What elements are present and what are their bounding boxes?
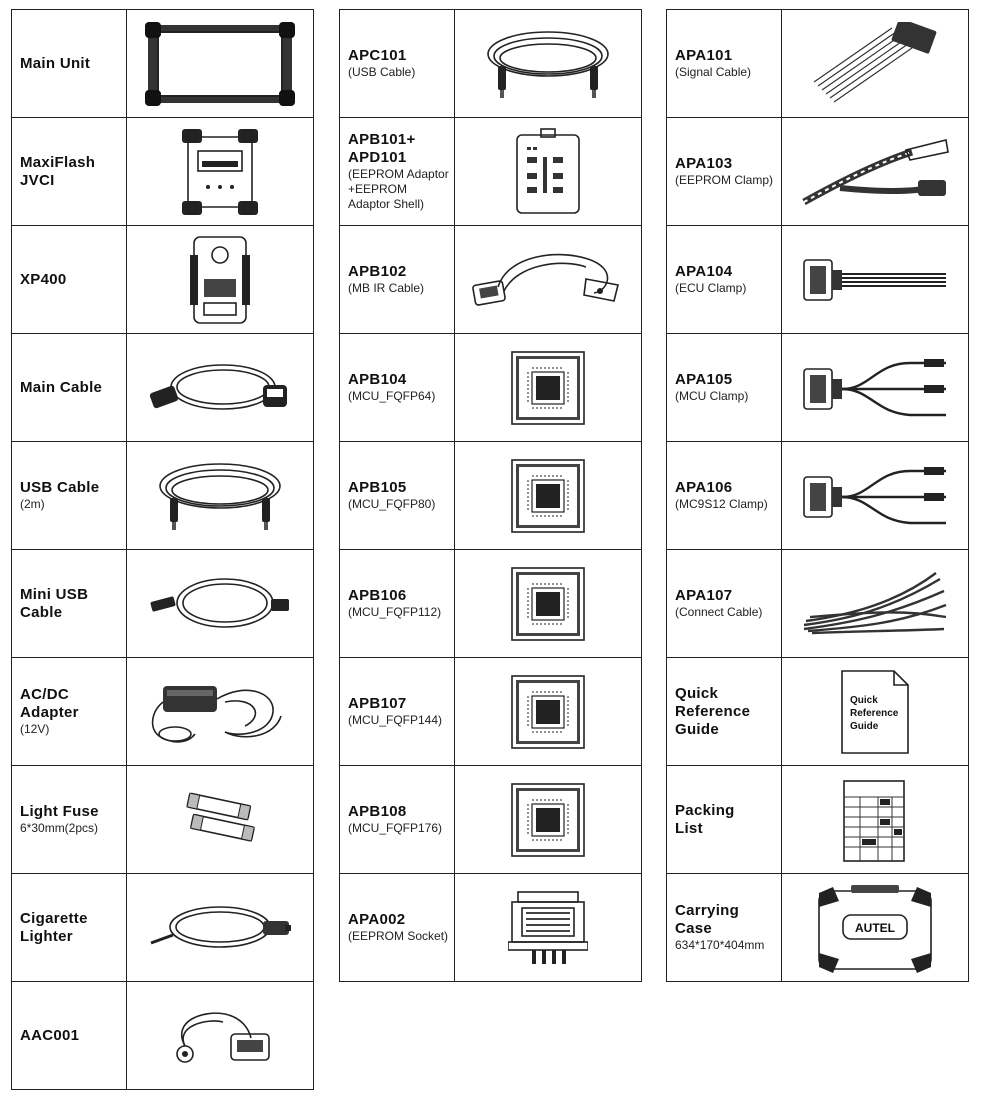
accessory-label-cell — [340, 874, 455, 982]
accessory-description: 634*170*404mm — [675, 938, 765, 952]
accessory-name: Mini USB Cable — [20, 585, 89, 621]
adapter-cable-icon — [127, 996, 313, 1076]
accessory-row-packing-list — [667, 766, 969, 874]
accessory-image-cell — [455, 118, 642, 226]
accessory-label-cell — [667, 874, 782, 982]
accessory-image-cell — [127, 10, 314, 118]
accessory-description: (MCU_FQFP112) — [348, 605, 442, 619]
accessory-image-cell — [127, 118, 314, 226]
accessory-row-aac001 — [12, 982, 314, 1090]
accessory-name: APB101+ APD101 — [348, 131, 416, 166]
document-icon — [782, 667, 968, 757]
accessory-name: APB107 — [348, 695, 407, 712]
accessory-label-cell — [340, 766, 455, 874]
accessory-label-cell — [12, 10, 127, 118]
accessory-row-mini-usb-cable — [12, 550, 314, 658]
accessory-row-apc101 — [340, 10, 642, 118]
accessory-image-cell — [782, 442, 969, 550]
accessory-label-cell — [340, 442, 455, 550]
case-logo: AUTEL — [855, 920, 896, 935]
accessory-name: XP400 — [20, 270, 67, 288]
guide-cover-text: Quick Reference Guide — [850, 694, 899, 732]
accessory-image-cell — [455, 226, 642, 334]
accessory-name: APB102 — [348, 263, 407, 280]
accessory-description: (MCU_FQFP80) — [348, 497, 436, 511]
accessory-label-cell — [667, 334, 782, 442]
accessory-name: APA101 — [675, 47, 733, 64]
accessory-row-apa105 — [667, 334, 969, 442]
accessory-name: AC/DC Adapter — [20, 686, 79, 721]
ribbon-cable-icon — [782, 22, 968, 106]
accessory-name: Main Unit — [20, 54, 91, 72]
accessory-description: (EEPROM Clamp) — [675, 173, 774, 187]
accessory-row-quick-reference-guide — [667, 658, 969, 766]
vci-device-icon — [127, 127, 313, 217]
accessory-name: APA104 — [675, 263, 733, 280]
accessory-label-cell — [12, 226, 127, 334]
accessory-row-usb-cable — [12, 442, 314, 550]
accessory-row-main-unit — [12, 10, 314, 118]
accessory-image-cell — [455, 334, 642, 442]
accessory-image-cell — [455, 10, 642, 118]
accessory-label-cell — [12, 118, 127, 226]
chip-board-icon — [455, 350, 641, 426]
accessory-image-cell — [782, 226, 969, 334]
usb-cable-coil-icon — [455, 24, 641, 104]
accessory-row-maxiflash-jvci — [12, 118, 314, 226]
accessory-row-apb105 — [340, 442, 642, 550]
accessory-name: APB105 — [348, 479, 407, 496]
accessory-label-cell — [667, 766, 782, 874]
accessory-name: APA105 — [675, 371, 733, 388]
accessory-description: (EEPROM Adaptor +EEPROM Adaptor Shell) — [348, 167, 449, 211]
accessory-image-cell — [127, 658, 314, 766]
ir-cable-icon — [455, 245, 641, 315]
fuse-icon — [127, 790, 313, 850]
accessory-description: (MCU_FQFP144) — [348, 713, 443, 727]
accessory-name: AAC001 — [20, 1026, 80, 1044]
accessory-description: (EEPROM Socket) — [348, 929, 449, 943]
accessory-description: (Connect Cable) — [675, 605, 763, 619]
accessory-image-cell — [782, 550, 969, 658]
accessory-row-ac-dc-adapter — [12, 658, 314, 766]
jumper-wires-icon — [782, 569, 968, 639]
accessory-label-cell — [667, 550, 782, 658]
accessory-label-cell — [12, 658, 127, 766]
accessory-image-cell — [127, 334, 314, 442]
accessory-image-cell — [782, 766, 969, 874]
accessory-row-apb108 — [340, 766, 642, 874]
accessory-image-cell — [455, 766, 642, 874]
accessory-row-apa002 — [340, 874, 642, 982]
db-connector-split-cable-icon — [782, 353, 968, 423]
accessory-description: (USB Cable) — [348, 65, 416, 79]
eeprom-adaptor-board-icon — [455, 127, 641, 217]
accessory-label-cell — [12, 874, 127, 982]
accessory-image-cell — [127, 550, 314, 658]
accessory-description: (MCU Clamp) — [675, 389, 749, 403]
chip-board-icon — [455, 458, 641, 534]
accessory-image-cell — [782, 10, 969, 118]
accessory-label-cell — [340, 118, 455, 226]
programmer-device-icon — [127, 235, 313, 325]
accessory-label-cell — [12, 982, 127, 1090]
accessory-label-cell — [667, 10, 782, 118]
accessory-name: APB108 — [348, 803, 407, 820]
accessory-row-xp400 — [12, 226, 314, 334]
chip-board-icon — [455, 566, 641, 642]
accessory-image-cell — [782, 874, 969, 982]
accessory-row-apb102 — [340, 226, 642, 334]
accessory-image-cell — [127, 442, 314, 550]
db-connector-split-cable-icon — [782, 461, 968, 531]
accessory-row-carrying-case — [667, 874, 969, 982]
accessory-name: APB106 — [348, 587, 407, 604]
accessory-name: Quick Reference Guide — [675, 684, 751, 738]
accessory-image-cell — [127, 982, 314, 1090]
accessory-column-1 — [11, 9, 314, 1090]
accessory-name: Packing List — [675, 801, 735, 837]
tablet-icon — [127, 22, 313, 106]
accessory-description: (2m) — [20, 497, 45, 511]
accessory-name: USB Cable — [20, 479, 100, 496]
accessory-name: Cigarette Lighter — [20, 909, 88, 945]
accessory-label-cell — [340, 226, 455, 334]
accessory-description: (ECU Clamp) — [675, 281, 747, 295]
accessory-row-apb104 — [340, 334, 642, 442]
db-connector-cable-icon — [782, 252, 968, 308]
cigarette-lighter-cable-icon — [127, 893, 313, 963]
accessory-row-light-fuse — [12, 766, 314, 874]
accessory-image-cell — [455, 874, 642, 982]
accessory-label-cell — [667, 442, 782, 550]
accessory-image-cell — [455, 442, 642, 550]
accessory-label-cell — [340, 550, 455, 658]
accessory-image-cell — [127, 226, 314, 334]
accessory-row-apa103 — [667, 118, 969, 226]
accessory-description: (MC9S12 Clamp) — [675, 497, 768, 511]
accessory-image-cell — [455, 658, 642, 766]
accessory-image-cell — [127, 766, 314, 874]
accessory-name: Main Cable — [20, 378, 103, 396]
accessory-name: APB104 — [348, 371, 407, 388]
accessory-name: APA103 — [675, 155, 733, 172]
accessory-row-apa104 — [667, 226, 969, 334]
chip-board-icon — [455, 674, 641, 750]
accessory-name: APA106 — [675, 479, 733, 496]
accessory-description: (Signal Cable) — [675, 65, 752, 79]
accessory-row-main-cable — [12, 334, 314, 442]
accessory-name: Carrying Case — [675, 902, 740, 937]
accessory-image-cell — [782, 334, 969, 442]
accessory-label-cell — [667, 658, 782, 766]
accessory-label-cell — [667, 118, 782, 226]
accessory-row-apb101-apd101 — [340, 118, 642, 226]
accessory-label-cell — [12, 442, 127, 550]
accessory-label-cell — [340, 334, 455, 442]
accessory-description: (MB IR Cable) — [348, 281, 425, 295]
clamp-cable-icon — [782, 132, 968, 212]
accessory-image-cell — [782, 658, 969, 766]
accessory-name: APA107 — [675, 587, 733, 604]
usb-cable-coil-icon — [127, 456, 313, 536]
accessory-row-cigarette-lighter — [12, 874, 314, 982]
accessory-row-apb106 — [340, 550, 642, 658]
accessory-column-3 — [666, 9, 969, 982]
accessory-label-cell — [667, 226, 782, 334]
accessory-image-cell — [782, 118, 969, 226]
mini-usb-cable-icon — [127, 569, 313, 639]
accessory-name: APC101 — [348, 47, 407, 64]
accessory-row-apa101 — [667, 10, 969, 118]
packing-list-icon — [782, 775, 968, 865]
accessory-description: (12V) — [20, 722, 50, 736]
accessory-label-cell — [340, 658, 455, 766]
accessory-description: (MCU_FQFP64) — [348, 389, 436, 403]
obd-cable-icon — [127, 353, 313, 423]
accessory-image-cell — [127, 874, 314, 982]
accessory-label-cell — [12, 550, 127, 658]
eeprom-socket-icon — [455, 888, 641, 968]
accessory-label-cell — [12, 334, 127, 442]
accessory-row-apa106 — [667, 442, 969, 550]
accessory-name: APA002 — [348, 911, 406, 928]
accessory-row-apa107 — [667, 550, 969, 658]
accessory-image-cell — [455, 550, 642, 658]
accessory-name: MaxiFlash JVCI — [20, 153, 96, 189]
accessory-label-cell — [340, 10, 455, 118]
carrying-case-icon — [782, 883, 968, 973]
accessory-row-apb107 — [340, 658, 642, 766]
accessory-description: (MCU_FQFP176) — [348, 821, 443, 835]
power-adapter-icon — [127, 672, 313, 752]
chip-board-icon — [455, 782, 641, 858]
accessory-name: Light Fuse — [20, 803, 99, 820]
accessory-description: 6*30mm(2pcs) — [20, 821, 99, 835]
accessory-column-2 — [339, 9, 642, 982]
accessory-label-cell — [12, 766, 127, 874]
